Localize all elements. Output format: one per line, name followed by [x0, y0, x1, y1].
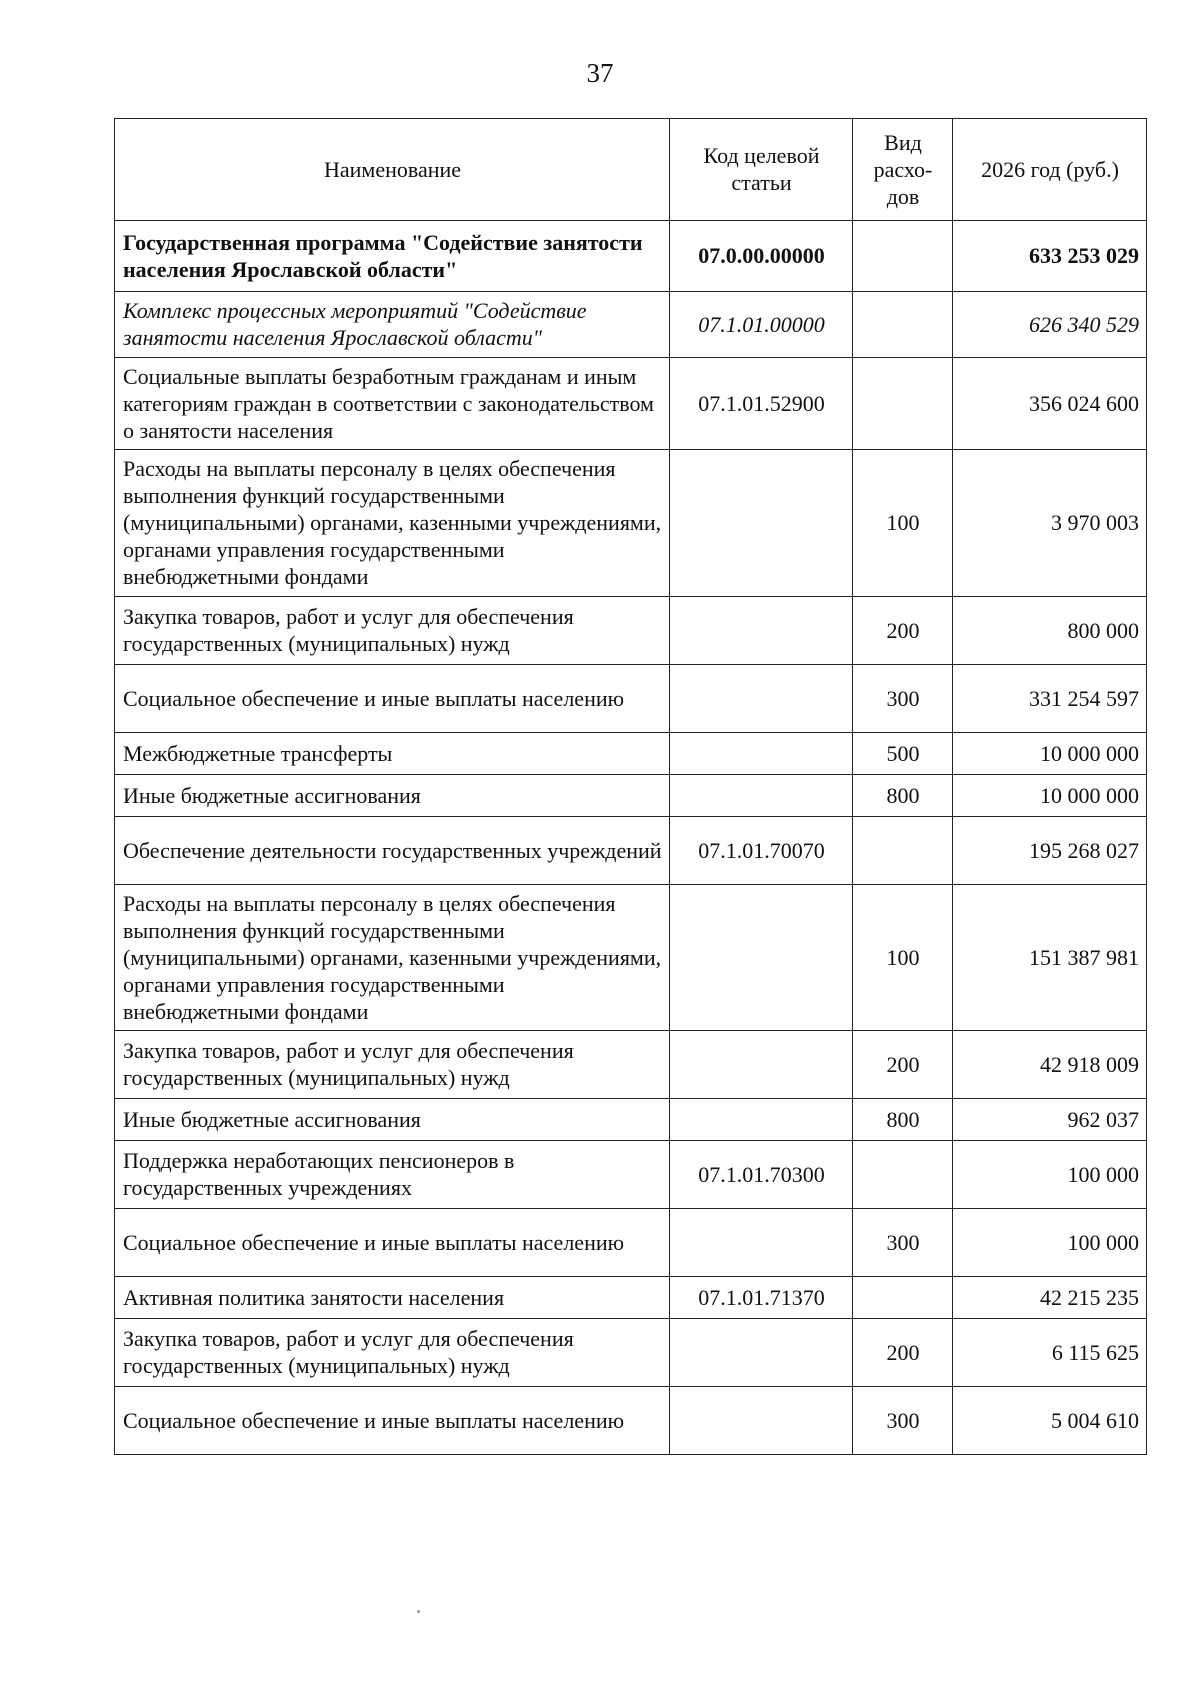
- row-name-cell: Иные бюджетные ассигнования: [115, 1099, 670, 1141]
- header-code: Код целевой статьи: [670, 119, 853, 221]
- row-code-cell: 07.0.00.00000: [670, 221, 853, 292]
- page-number: 37: [586, 58, 614, 88]
- table-row: [115, 597, 1147, 665]
- row-code-cell: 07.1.01.70300: [670, 1141, 853, 1209]
- table-row: [115, 1387, 1147, 1455]
- table-header-row: [115, 119, 1147, 221]
- row-amount-cell: 100 000: [953, 1141, 1147, 1209]
- row-name-cell: Расходы на выплаты персоналу в целях обеспечения выполнения функций государственными (муниципальными) органами, казенными учреждениями, органами управления государственными внебюджетными фондами: [115, 885, 670, 1031]
- table-row: [115, 817, 1147, 885]
- row-amount-cell: 5 004 610: [953, 1387, 1147, 1455]
- row-name-cell: Обеспечение деятельности государственных учреждений: [115, 817, 670, 885]
- row-amount-cell: 626 340 529: [953, 292, 1147, 358]
- row-type-cell: 100: [853, 450, 953, 597]
- row-name-cell: Государственная программа "Содействие занятости населения Ярославской области": [115, 221, 670, 292]
- row-name-cell: Поддержка неработающих пенсионеров в государственных учреждениях: [115, 1141, 670, 1209]
- table-body: [115, 221, 1147, 1455]
- table-row: [115, 1209, 1147, 1277]
- row-type-cell: [853, 221, 953, 292]
- header-name: Наименование: [115, 119, 670, 221]
- table-row: [115, 221, 1147, 292]
- row-amount-cell: 356 024 600: [953, 358, 1147, 450]
- row-code-cell: [670, 1209, 853, 1277]
- row-type-cell: 200: [853, 1031, 953, 1099]
- row-code-cell: 07.1.01.71370: [670, 1277, 853, 1319]
- row-code-cell: 07.1.01.52900: [670, 358, 853, 450]
- table-row: [115, 292, 1147, 358]
- row-type-cell: [853, 1141, 953, 1209]
- row-code-cell: [670, 885, 853, 1031]
- row-name-cell: Закупка товаров, работ и услуг для обеспечения государственных (муниципальных) нужд: [115, 1319, 670, 1387]
- row-amount-cell: 6 115 625: [953, 1319, 1147, 1387]
- budget-table: [114, 118, 1147, 1455]
- row-type-cell: 200: [853, 597, 953, 665]
- row-type-cell: 800: [853, 775, 953, 817]
- row-code-cell: [670, 1319, 853, 1387]
- row-type-cell: [853, 817, 953, 885]
- row-amount-cell: 962 037: [953, 1099, 1147, 1141]
- row-type-cell: 300: [853, 1387, 953, 1455]
- table-row: [115, 733, 1147, 775]
- row-name-cell: Социальное обеспечение и иные выплаты населению: [115, 665, 670, 733]
- row-type-cell: [853, 292, 953, 358]
- table-row: [115, 665, 1147, 733]
- row-code-cell: [670, 1031, 853, 1099]
- row-type-cell: 200: [853, 1319, 953, 1387]
- table-row: [115, 1319, 1147, 1387]
- row-amount-cell: 195 268 027: [953, 817, 1147, 885]
- scan-speck: [417, 1610, 420, 1613]
- row-name-cell: Иные бюджетные ассигнования: [115, 775, 670, 817]
- header-amount: 2026 год (руб.): [953, 119, 1147, 221]
- row-amount-cell: 100 000: [953, 1209, 1147, 1277]
- row-type-cell: 300: [853, 1209, 953, 1277]
- row-type-cell: [853, 358, 953, 450]
- row-name-cell: Закупка товаров, работ и услуг для обеспечения государственных (муниципальных) нужд: [115, 597, 670, 665]
- row-type-cell: 500: [853, 733, 953, 775]
- table-row: [115, 885, 1147, 1031]
- row-type-cell: 800: [853, 1099, 953, 1141]
- row-code-cell: [670, 1099, 853, 1141]
- row-code-cell: [670, 775, 853, 817]
- header-type: Вид расхо-дов: [853, 119, 953, 221]
- table-row: [115, 1277, 1147, 1319]
- row-amount-cell: 151 387 981: [953, 885, 1147, 1031]
- row-name-cell: Расходы на выплаты персоналу в целях обеспечения выполнения функций государственными (муниципальными) органами, казенными учреждениями, органами управления государственными внебюджетными фондами: [115, 450, 670, 597]
- table-row: [115, 450, 1147, 597]
- row-name-cell: Активная политика занятости населения: [115, 1277, 670, 1319]
- table-row: [115, 775, 1147, 817]
- row-name-cell: Социальное обеспечение и иные выплаты населению: [115, 1387, 670, 1455]
- row-code-cell: [670, 665, 853, 733]
- row-amount-cell: 3 970 003: [953, 450, 1147, 597]
- row-amount-cell: 42 918 009: [953, 1031, 1147, 1099]
- row-amount-cell: 10 000 000: [953, 733, 1147, 775]
- row-amount-cell: 800 000: [953, 597, 1147, 665]
- row-type-cell: 100: [853, 885, 953, 1031]
- row-name-cell: Социальное обеспечение и иные выплаты населению: [115, 1209, 670, 1277]
- row-amount-cell: 331 254 597: [953, 665, 1147, 733]
- table-row: [115, 1099, 1147, 1141]
- row-name-cell: Комплекс процессных мероприятий "Содействие занятости населения Ярославской области": [115, 292, 670, 358]
- row-code-cell: 07.1.01.00000: [670, 292, 853, 358]
- row-name-cell: Закупка товаров, работ и услуг для обеспечения государственных (муниципальных) нужд: [115, 1031, 670, 1099]
- table-row: [115, 1031, 1147, 1099]
- row-code-cell: [670, 450, 853, 597]
- row-code-cell: 07.1.01.70070: [670, 817, 853, 885]
- row-code-cell: [670, 597, 853, 665]
- row-type-cell: [853, 1277, 953, 1319]
- row-code-cell: [670, 733, 853, 775]
- row-type-cell: 300: [853, 665, 953, 733]
- row-amount-cell: 42 215 235: [953, 1277, 1147, 1319]
- table-row: [115, 358, 1147, 450]
- row-amount-cell: 10 000 000: [953, 775, 1147, 817]
- row-name-cell: Межбюджетные трансферты: [115, 733, 670, 775]
- row-code-cell: [670, 1387, 853, 1455]
- row-name-cell: Социальные выплаты безработным гражданам и иным категориям граждан в соответствии с законодательством о занятости населения: [115, 358, 670, 450]
- row-amount-cell: 633 253 029: [953, 221, 1147, 292]
- table-row: [115, 1141, 1147, 1209]
